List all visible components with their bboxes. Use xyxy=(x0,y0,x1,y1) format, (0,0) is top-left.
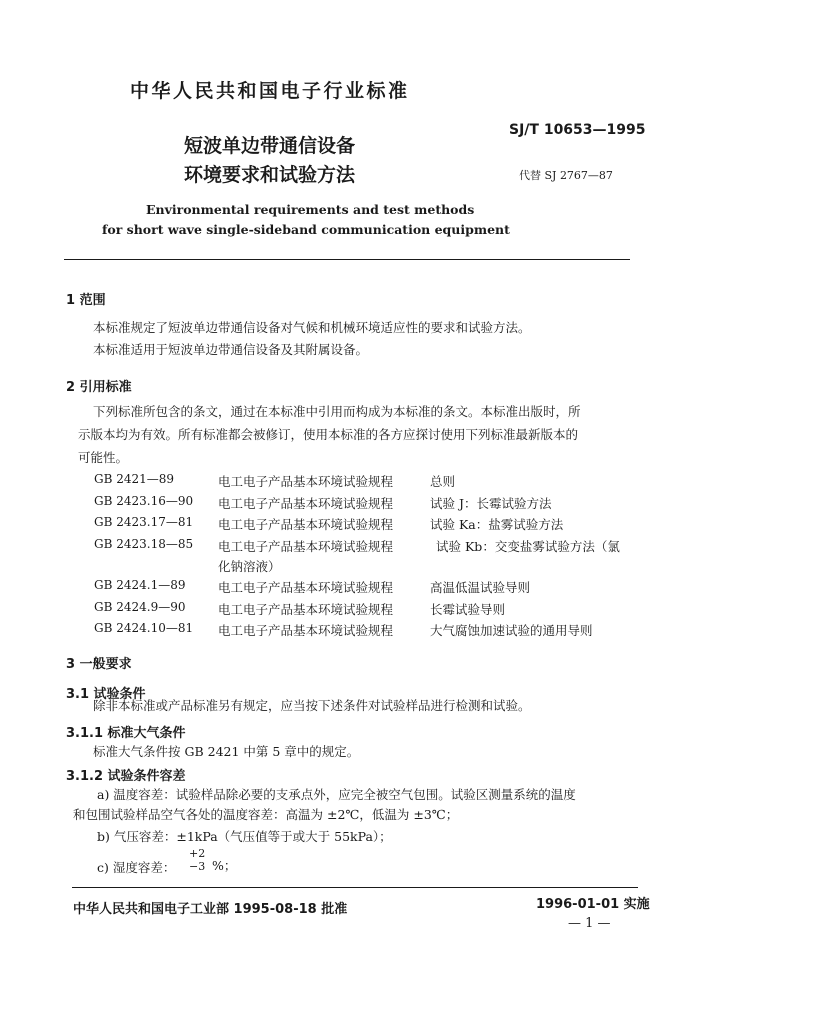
reference-title: 电工电子产品基本环境试验规程 xyxy=(218,602,394,617)
section-1-paragraph-2: 本标准适用于短波单边带通信设备及其附属设备。 xyxy=(93,342,369,357)
standard-number: SJ/T 10653—1995 xyxy=(509,122,646,138)
reference-name: 大气腐蚀加速试验的通用导则 xyxy=(430,623,593,638)
issuing-organization: 中华人民共和国电子行业标准 xyxy=(130,80,410,102)
reference-code: GB 2423.16—90 xyxy=(94,494,194,508)
section-3-1-heading: 3.1 试验条件 xyxy=(66,687,146,702)
section-1-heading: 1 范围 xyxy=(66,293,106,308)
section-3-1-1-heading: 3.1.1 标准大气条件 xyxy=(66,726,186,741)
section-3-1-1-paragraph: 标准大气条件按 GB 2421 中第 5 章中的规定。 xyxy=(93,744,360,759)
reference-title: 电工电子产品基本环境试验规程 xyxy=(218,580,394,595)
header-divider xyxy=(64,259,630,260)
section-2-heading: 2 引用标准 xyxy=(66,380,132,395)
reference-name: 试验 Ka：盐雾试验方法 xyxy=(430,517,564,532)
item-a-line-1: a) 温度容差：试验样品除必要的支承点外，应完全被空气包围。试验区测量系统的温度 xyxy=(97,787,576,802)
effective-date: 1996-01-01 实施 xyxy=(536,897,650,912)
reference-code: GB 2423.17—81 xyxy=(94,515,194,529)
section-2-paragraph-line-1: 下列标准所包含的条文，通过在本标准中引用而构成为本标准的条文。本标准出版时，所 xyxy=(93,404,581,419)
reference-code: GB 2424.9—90 xyxy=(94,600,186,614)
section-3-1-2-heading: 3.1.2 试验条件容差 xyxy=(66,769,186,784)
item-c-label: c) 湿度容差： xyxy=(97,860,176,875)
reference-name: 长霉试验导则 xyxy=(430,602,506,617)
reference-name: 试验 Kb：交变盐雾试验方法（氯 xyxy=(436,539,620,554)
section-3-heading: 3 一般要求 xyxy=(66,657,132,672)
section-2-paragraph-line-3: 可能性。 xyxy=(78,450,129,465)
humidity-tolerance-suffix: %； xyxy=(212,858,237,873)
reference-name-continued: 化钠溶液） xyxy=(218,559,281,574)
footer-divider xyxy=(72,887,638,888)
title-line-2: 环境要求和试验方法 xyxy=(184,164,356,186)
item-a-line-2: 和包围试验样品空气各处的温度容差：高温为 ±2℃，低温为 ±3℃； xyxy=(73,807,459,822)
title-line-1: 短波单边带通信设备 xyxy=(184,135,356,157)
section-3-1-paragraph: 除非本标准或产品标准另有规定，应当按下述条件对试验样品进行检测和试验。 xyxy=(93,698,531,713)
item-b: b) 气压容差：±1kPa（气压值等于或大于 55kPa）； xyxy=(97,829,392,844)
reference-code: GB 2424.10—81 xyxy=(94,621,194,635)
reference-code: GB 2424.1—89 xyxy=(94,578,186,592)
section-2-paragraph-line-2: 示版本均为有效。所有标准都会被修订，使用本标准的各方应探讨使用下列标准最新版本的 xyxy=(78,427,579,442)
reference-title: 电工电子产品基本环境试验规程 xyxy=(218,496,394,511)
page-number: — 1 — xyxy=(568,916,611,931)
humidity-tolerance-plus: +2 xyxy=(189,847,206,860)
approval-line: 中华人民共和国电子工业部 1995-08-18 批准 xyxy=(73,902,348,917)
humidity-tolerance-fraction xyxy=(189,847,205,873)
reference-name: 试验 J：长霉试验方法 xyxy=(430,496,552,511)
reference-title: 电工电子产品基本环境试验规程 xyxy=(218,623,394,638)
replaces-standard: 代替 SJ 2767—87 xyxy=(519,169,613,182)
humidity-tolerance-minus: −3 xyxy=(189,860,206,873)
reference-name: 总则 xyxy=(430,474,456,489)
reference-title: 电工电子产品基本环境试验规程 xyxy=(218,539,394,554)
reference-title: 电工电子产品基本环境试验规程 xyxy=(218,517,394,532)
english-title-line-1: Environmental requirements and test methods xyxy=(146,202,475,217)
reference-name: 高温低温试验导则 xyxy=(430,580,531,595)
reference-code: GB 2423.18—85 xyxy=(94,537,194,551)
reference-code: GB 2421—89 xyxy=(94,472,175,486)
section-1-paragraph-1: 本标准规定了短波单边带通信设备对气候和机械环境适应性的要求和试验方法。 xyxy=(93,320,531,335)
english-title-line-2: for short wave single-sideband communication equipment xyxy=(102,222,510,237)
reference-title: 电工电子产品基本环境试验规程 xyxy=(218,474,394,489)
